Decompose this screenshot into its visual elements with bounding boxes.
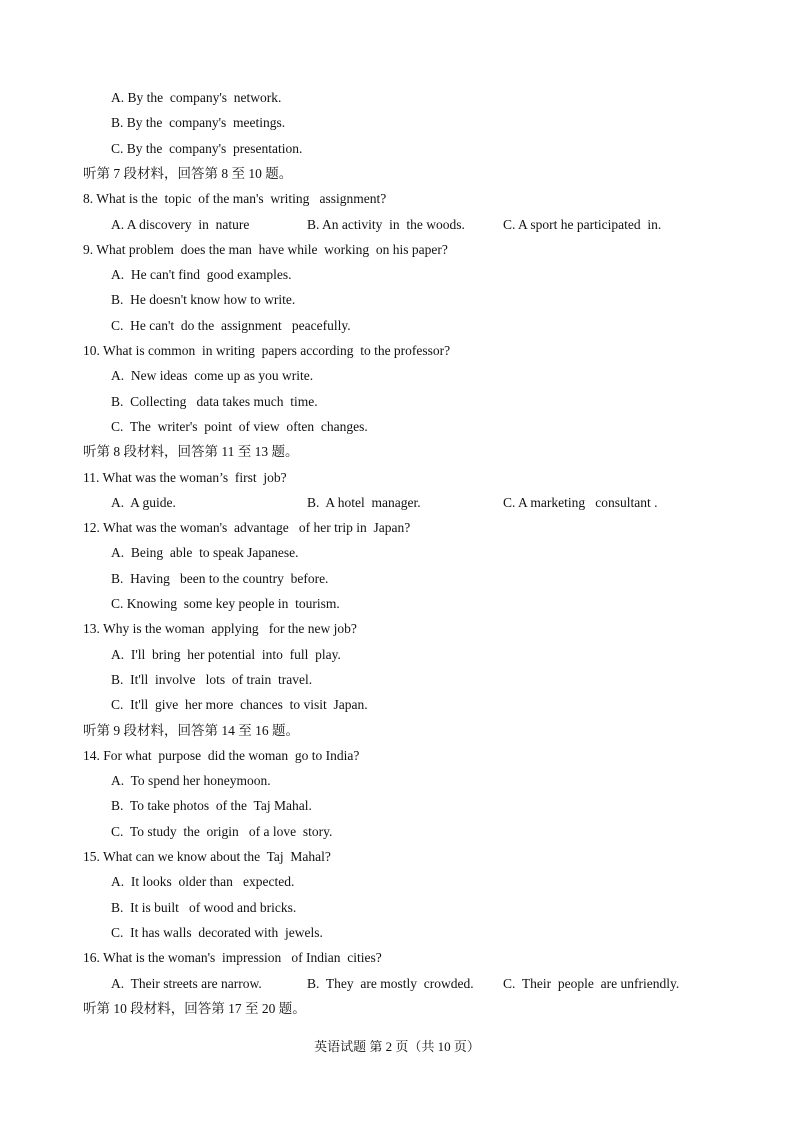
answer-option: C. Their people are unfriendly. [503,976,680,991]
answer-option: B. Having been to the country before. [111,571,329,586]
answer-option: C. A marketing consultant . [503,495,658,510]
answer-option: B. A hotel manager. [307,495,421,510]
answer-option: B. To take photos of the Taj Mahal. [111,798,312,813]
answer-option: C. It has walls decorated with jewels. [111,925,323,940]
question-stem: 8. What is the topic of the man's writing assignment? [83,191,387,206]
answer-option: C. The writer's point of view often changes. [111,419,368,434]
section-instruction: 听第 7 段材料，回答第 8 至 10 题。 [83,166,293,181]
question-stem: 14. For what purpose did the woman go to India? [83,748,360,763]
section-instruction: 听第 10 段材料，回答第 17 至 20 题。 [83,1001,306,1016]
answer-option: A. New ideas come up as you write. [111,368,314,383]
answer-option: B. An activity in the woods. [307,217,465,232]
answer-option: B. By the company's meetings. [111,115,286,130]
answer-option: B. Collecting data takes much time. [111,394,318,409]
answer-option: C. It'll give her more chances to visit Japan. [111,697,368,712]
answer-option: A. I'll bring her potential into full play. [111,647,341,662]
answer-option: C. A sport he participated in. [503,217,662,232]
answer-option: A. Being able to speak Japanese. [111,545,299,560]
answer-option: B. He doesn't know how to write. [111,292,296,307]
question-stem: 11. What was the woman’s first job? [83,470,287,485]
answer-option: A. He can't find good examples. [111,267,292,282]
answer-option: A. A guide. [111,495,176,510]
answer-option: A. Their streets are narrow. [111,976,262,991]
answer-option: A. By the company's network. [111,90,282,105]
question-stem: 16. What is the woman's impression of Indian cities? [83,950,382,965]
answer-option: C. Knowing some key people in tourism. [111,596,340,611]
question-stem: 13. Why is the woman applying for the new job? [83,621,357,636]
page-footer: 英语试题 第 2 页（共 10 页） [314,1039,480,1054]
answer-option: C. By the company's presentation. [111,141,303,156]
answer-option: A. A discovery in nature [111,217,250,232]
answer-option: A. It looks older than expected. [111,874,295,889]
answer-option: B. It'll involve lots of train travel. [111,672,313,687]
question-stem: 10. What is common in writing papers according to the professor? [83,343,451,358]
question-stem: 12. What was the woman's advantage of her trip in Japan? [83,520,411,535]
question-stem: 15. What can we know about the Taj Mahal? [83,849,331,864]
answer-option: C. To study the origin of a love story. [111,824,333,839]
section-instruction: 听第 8 段材料，回答第 11 至 13 题。 [83,444,299,459]
answer-option: B. They are mostly crowded. [307,976,474,991]
answer-option: A. To spend her honeymoon. [111,773,271,788]
answer-option: C. He can't do the assignment peacefully. [111,318,351,333]
section-instruction: 听第 9 段材料，回答第 14 至 16 题。 [83,723,299,738]
question-stem: 9. What problem does the man have while working on his paper? [83,242,448,257]
answer-option: B. It is built of wood and bricks. [111,900,297,915]
